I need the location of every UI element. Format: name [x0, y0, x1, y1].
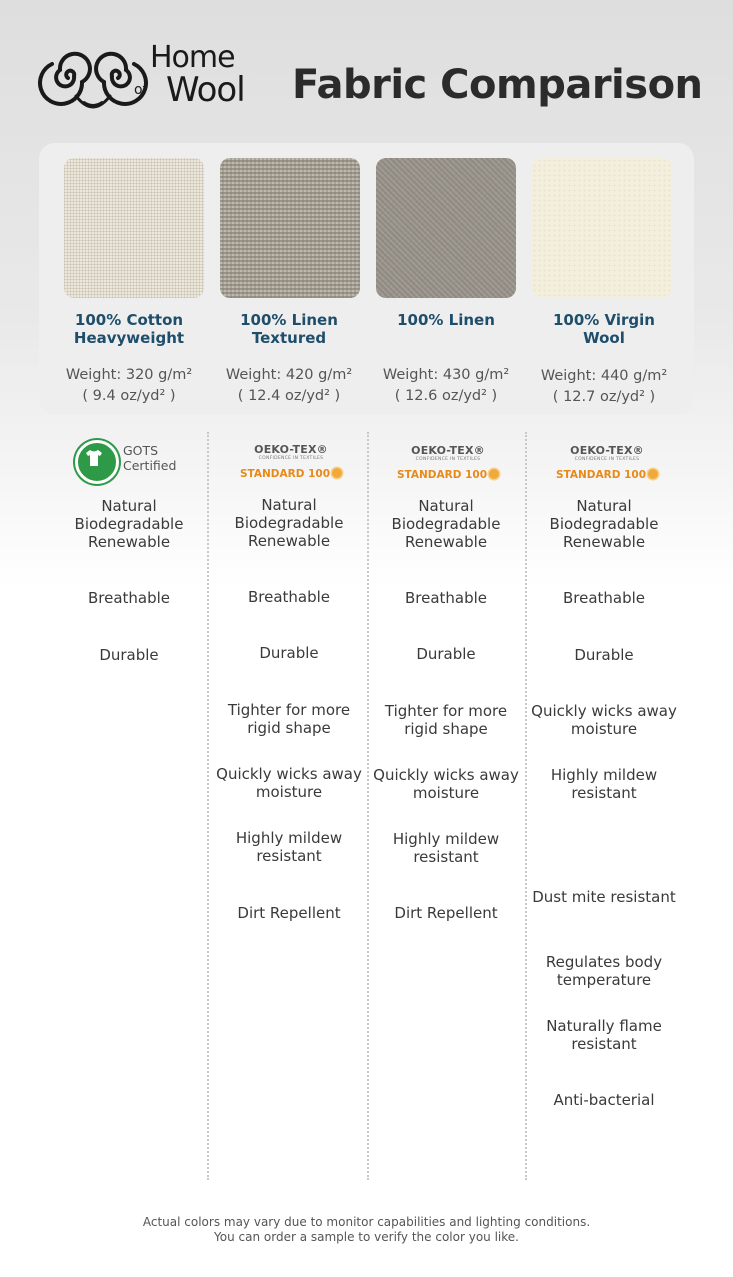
logo-word-home: Home	[150, 40, 235, 75]
fabric-weight-wool	[526, 366, 682, 408]
fabric-name-cotton: 100% Cotton Heavyweight	[73, 311, 185, 347]
weight-metric: Weight: 420 g/m²	[225, 367, 353, 383]
oeko-tex-badge-linen-textured	[236, 444, 346, 481]
oeko-tagline: CONFIDENCE IN TEXTILES	[415, 457, 481, 462]
sun-icon	[332, 468, 342, 478]
oeko-title: OEKO-TEX®	[411, 444, 485, 457]
page-title: Fabric Comparison	[292, 62, 703, 108]
fabric-weight-linen-textured	[211, 365, 367, 407]
weight-imperial: ( 9.4 oz/yd² )	[82, 388, 176, 404]
feature-item: Tighter for more rigid shape	[227, 701, 351, 737]
oeko-tex-badge-linen	[393, 445, 503, 482]
feature-item: Anti-bacterial	[553, 1091, 655, 1109]
feature-item: Quickly wicks away moisture	[531, 702, 677, 738]
oeko-standard: STANDARD 100	[396, 469, 488, 481]
sun-icon	[648, 469, 658, 479]
feature-item: Durable	[99, 646, 159, 664]
feature-item: Natural Biodegradable Renewable	[549, 497, 659, 551]
oeko-tagline: CONFIDENCE IN TEXTILES	[258, 456, 324, 461]
logo-word-of: of	[134, 82, 148, 98]
feature-item: Quickly wicks away moisture	[373, 766, 519, 802]
feature-item: Naturally flame resistant	[546, 1017, 662, 1053]
fabric-weight-cotton	[51, 365, 207, 407]
oeko-title: OEKO-TEX®	[254, 443, 328, 456]
footer-disclaimer	[0, 1215, 733, 1245]
oeko-tex-badge-wool	[552, 445, 662, 482]
feature-item: Dirt Repellent	[237, 904, 341, 922]
tshirt-icon	[84, 448, 104, 468]
feature-item: Highly mildew resistant	[550, 766, 658, 802]
oeko-standard: STANDARD 100	[239, 468, 331, 480]
oeko-title: OEKO-TEX®	[570, 444, 644, 457]
feature-item: Durable	[259, 644, 319, 662]
feature-item: Breathable	[247, 588, 331, 606]
feature-item: Natural Biodegradable Renewable	[234, 496, 344, 550]
weight-metric: Weight: 320 g/m²	[65, 367, 193, 383]
fabric-swatch-wool	[532, 158, 672, 298]
fabric-name-linen-textured: 100% Linen Textured	[240, 311, 338, 347]
column-divider	[207, 432, 209, 1180]
oeko-standard: STANDARD 100	[555, 469, 647, 481]
gots-label	[123, 443, 176, 473]
brand-logo	[38, 38, 268, 118]
disclaimer-line: Actual colors may vary due to monitor capabilities and lighting conditions.	[142, 1215, 591, 1229]
feature-item: Breathable	[87, 589, 171, 607]
feature-item: Natural Biodegradable Renewable	[391, 497, 501, 551]
logo-word-wool: Wool	[166, 70, 245, 110]
feature-item: Dust mite resistant	[532, 888, 676, 906]
fabric-weight-linen	[368, 365, 524, 407]
fabric-swatch-cotton	[64, 158, 204, 298]
weight-imperial: ( 12.4 oz/yd² )	[237, 388, 341, 404]
feature-item: Regulates body temperature	[545, 953, 663, 989]
feature-item: Natural Biodegradable Renewable	[74, 497, 184, 551]
fabric-swatch-linen	[376, 158, 516, 298]
feature-item: Breathable	[404, 589, 488, 607]
weight-metric: Weight: 430 g/m²	[382, 367, 510, 383]
weight-metric: Weight: 440 g/m²	[540, 368, 668, 384]
feature-item: Durable	[574, 646, 634, 664]
fabric-swatch-linen-textured	[220, 158, 360, 298]
feature-item: Durable	[416, 645, 476, 663]
weight-imperial: ( 12.7 oz/yd² )	[552, 389, 656, 405]
feature-item: Highly mildew resistant	[235, 829, 343, 865]
feature-item: Highly mildew resistant	[392, 830, 500, 866]
sun-icon	[489, 469, 499, 479]
feature-item: Dirt Repellent	[394, 904, 498, 922]
disclaimer-line: You can order a sample to verify the color you like.	[214, 1230, 519, 1244]
ram-icon	[38, 38, 148, 118]
weight-imperial: ( 12.6 oz/yd² )	[394, 388, 498, 404]
feature-item: Breathable	[562, 589, 646, 607]
feature-item: Quickly wicks away moisture	[216, 765, 362, 801]
gots-title: GOTS	[123, 443, 159, 458]
feature-item: Tighter for more rigid shape	[384, 702, 508, 738]
fabric-name-wool: 100% Virgin Wool	[552, 311, 655, 347]
oeko-tagline: CONFIDENCE IN TEXTILES	[574, 457, 640, 462]
fabric-name-linen: 100% Linen	[397, 311, 495, 329]
gots-subtitle: Certified	[123, 458, 177, 473]
